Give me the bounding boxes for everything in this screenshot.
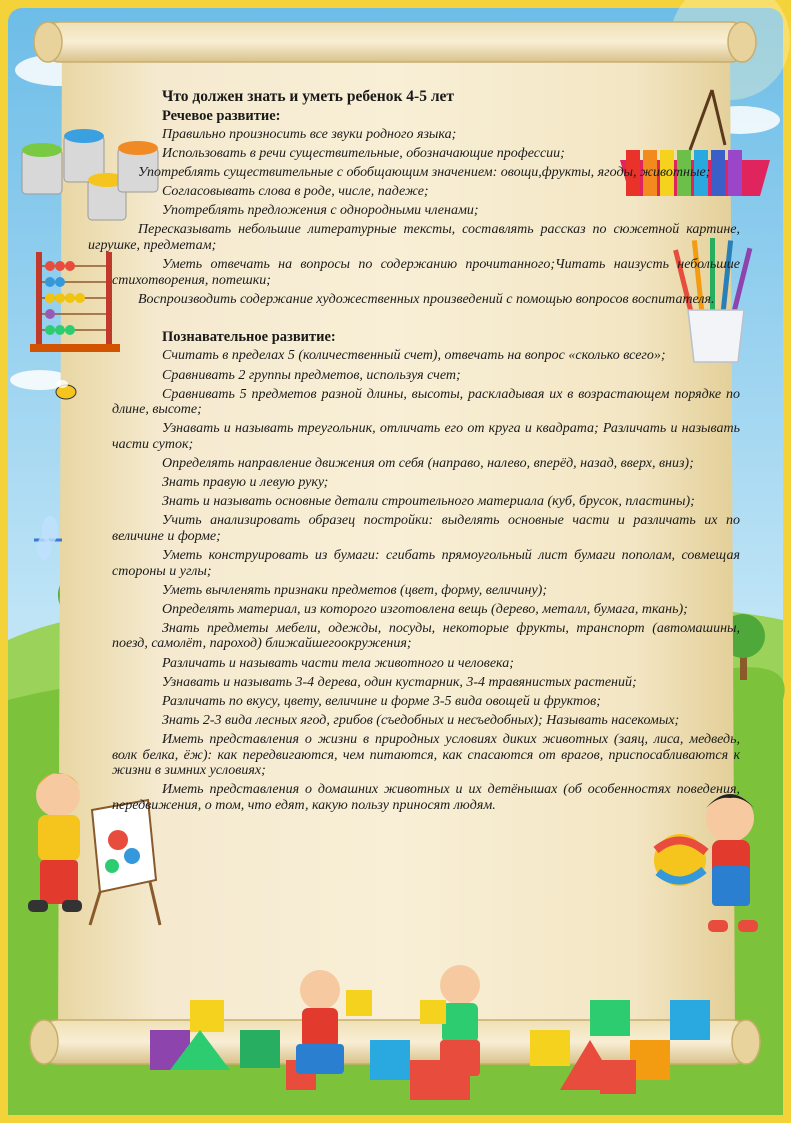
list-item: Использовать в речи существительные, обозначающие профессии; (162, 146, 565, 162)
list-item: Употреблять предложения с однородными членами; (162, 203, 479, 219)
list-item: Уметь конструировать из бумаги: сгибать прямоугольный лист бумаги пополам, совмещая стороны и углы; (112, 547, 740, 579)
list-item: Воспроизводить содержание художественных произведений с помощью вопросов воспитателя. (138, 291, 715, 307)
list-item: Определять материал, из которого изготовлена вещь (дерево, металл, бумага, ткань); (162, 601, 688, 617)
content-text (88, 88, 740, 813)
list-item: Иметь представления о жизни в природных условиях диких животных (заяц, лиса, медведь, волк белка, ёж): как передвигаются, чем питаются, как спасаются от врагов, приспосабливаются к жизни в зимних условиях; (112, 731, 740, 779)
list-item: Пересказывать небольшие литературные тексты, составлять рассказ по сюжетной картине, игрушке, предметам; (88, 222, 740, 254)
list-item: Уметь вычленять признаки предметов (цвет, форму, величину); (162, 582, 548, 598)
list-item: Различать по вкусу, цвету, величине и форме 3-5 вида овощей и фруктов; (162, 693, 601, 709)
page-title: Что должен знать и уметь ребенок 4-5 лет (162, 88, 455, 105)
list-item: Учить анализировать образец постройки: выделять основные части и различать их по величине и форме; (112, 513, 740, 544)
list-item: Сравнивать 5 предметов разной длины, высоты, раскладывая их в возрастающем порядке по длине, высоте; (112, 386, 740, 418)
list-item: Знать 2-3 вида лесных ягод, грибов (съедобных и несъедобных); Называть насекомых; (162, 712, 680, 728)
list-item: Употреблять существительные с обобщающим значением: овощи,фрукты, ягоды, животные; (138, 165, 711, 181)
list-item: Знать и называть основные детали строительного материала (куб, брусок, пластины); (162, 494, 695, 510)
list-item: Правильно произносить все звуки родного языка; (162, 127, 457, 142)
list-item: Уметь отвечать на вопросы по содержанию прочитанного;Читать наизусть небольшие стихотворения, потешки; (112, 257, 740, 288)
list-item: Иметь представления о домашних животных и их детёнышах (об особенностях поведения, передвижения, о том, что едят, какую пользу приносят людям. (112, 782, 740, 813)
list-item: Согласовывать слова в роде, числе, падеже; (162, 184, 429, 200)
list-item: Узнавать и называть треугольник, отличать его от круга и квадрата; Различать и называть части суток; (112, 421, 740, 452)
list-item: Сравнивать 2 группы предметов, используя счет; (162, 367, 461, 383)
section-heading-speech: Речевое развитие: (162, 108, 281, 124)
list-item: Считать в пределах 5 (количественный счет), отвечать на вопрос «сколько всего»; (162, 348, 666, 364)
list-item: Определять направление движения от себя (направо, налево, вперёд, назад, вверх, вниз); (162, 456, 694, 471)
section-heading-cognitive: Познавательное развитие: (162, 329, 336, 346)
list-item: Узнавать и называть 3-4 дерева, один кустарник, 3-4 травянистых растений; (162, 674, 637, 690)
list-item: Знать правую и левую руку; (162, 475, 329, 491)
list-item: Различать и называть части тела животного и человека; (162, 655, 514, 671)
list-item: Знать предметы мебели, одежды, посуды, некоторые фрукты, транспорт (автомашины, поезд, самолёт, пароход) ближайшегоокружения; (112, 620, 740, 652)
